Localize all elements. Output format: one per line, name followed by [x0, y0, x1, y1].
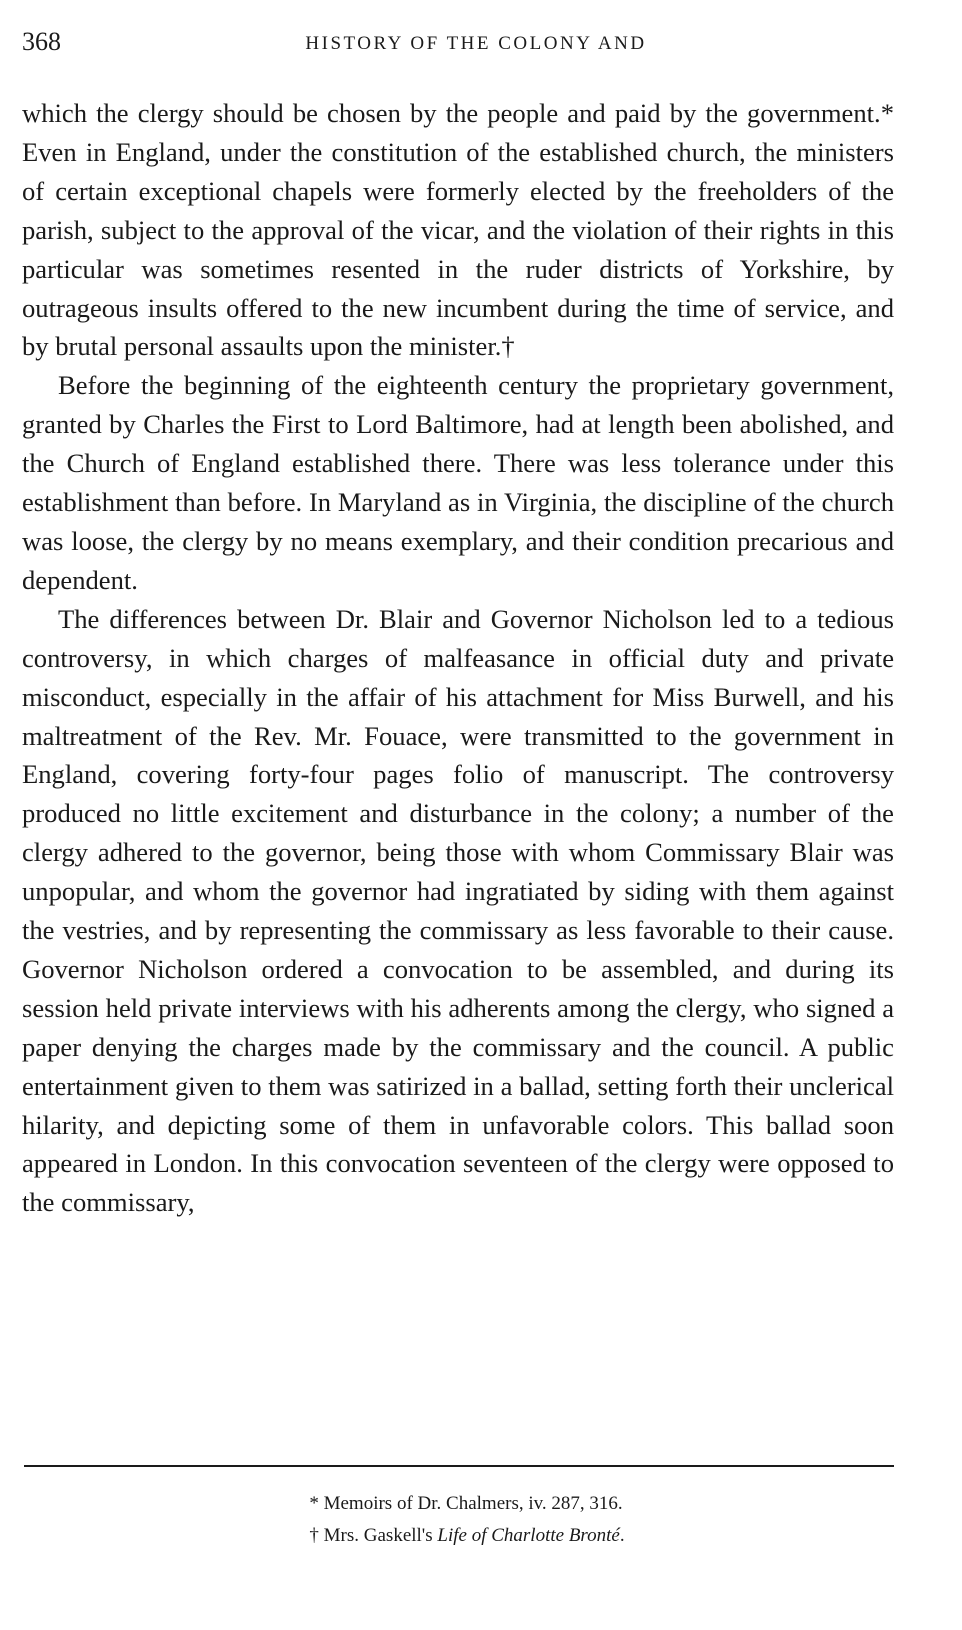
paragraph-3: The differences between Dr. Blair and Governor Nicholson led to a tedious controversy, in which charges of malfeasance in official duty and private misconduct, especially in the affair of his attachment for Miss Burwell, and his maltreatment of the Rev. Mr. Fouace, were transmitted to the government in England, covering forty-four pages folio of manuscript. The controversy produced no little excitement and disturbance in the colony; a number of the clergy adhered to the governor, being those with whom Commissary Blair was unpopular, and whom the governor had ingratiated by siding with them against the vestries, and by representing the commissary as less favorable to their cause. Governor Nicholson ordered a convocation to be assembled, and during its session held private interviews with his adherents among the clergy, who signed a paper denying the charges made by the commissary and the council. A public entertainment given to them was satirized in a ballad, setting forth their unclerical hilarity, and depicting some of them in unfavorable colors. This ballad soon appeared in London. In this convocation seventeen of the clergy were opposed to the commissary,	[22, 603, 894, 1218]
footnote-2-book-title: Life of Charlotte Bronté	[437, 1525, 620, 1546]
footnote-1-text: Memoirs of Dr. Chalmers, iv. 287, 316.	[323, 1493, 623, 1514]
footnote-2	[22, 1520, 894, 1552]
running-title: HISTORY OF THE COLONY AND	[305, 33, 647, 54]
footnote-2-text-before: Mrs. Gaskell's	[323, 1525, 438, 1546]
footnotes	[22, 1488, 894, 1552]
body-text	[22, 94, 894, 1222]
footnote-rule	[24, 1465, 894, 1467]
page-number: 368	[22, 27, 61, 56]
footnote-2-mark: †	[309, 1525, 319, 1546]
running-head	[22, 24, 896, 60]
paragraph-1: which the clergy should be chosen by the people and paid by the government.* Even in England, under the constitution of the established church, the ministers of certain exceptional chapels were formerly elected by the freeholders of the parish, subject to the approval of the vicar, and the violation of their rights in this particular was sometimes resented in the ruder districts of Yorkshire, by outrageous insults offered to the new incumbent during the time of service, and by brutal personal assaults upon the minister.†	[22, 98, 894, 362]
footnote-1-mark: *	[309, 1493, 319, 1514]
paragraph-2: Before the beginning of the eighteenth century the proprietary government, granted by Charles the First to Lord Baltimore, had at length been abolished, and the Church of England established there. There was less tolerance under this establishment than before. In Maryland as in Virginia, the discipline of the church was loose, the clergy by no means exemplary, and their condition precarious and dependent.	[22, 370, 894, 595]
footnote-1	[22, 1488, 894, 1520]
footnote-2-text-after: .	[619, 1525, 625, 1546]
